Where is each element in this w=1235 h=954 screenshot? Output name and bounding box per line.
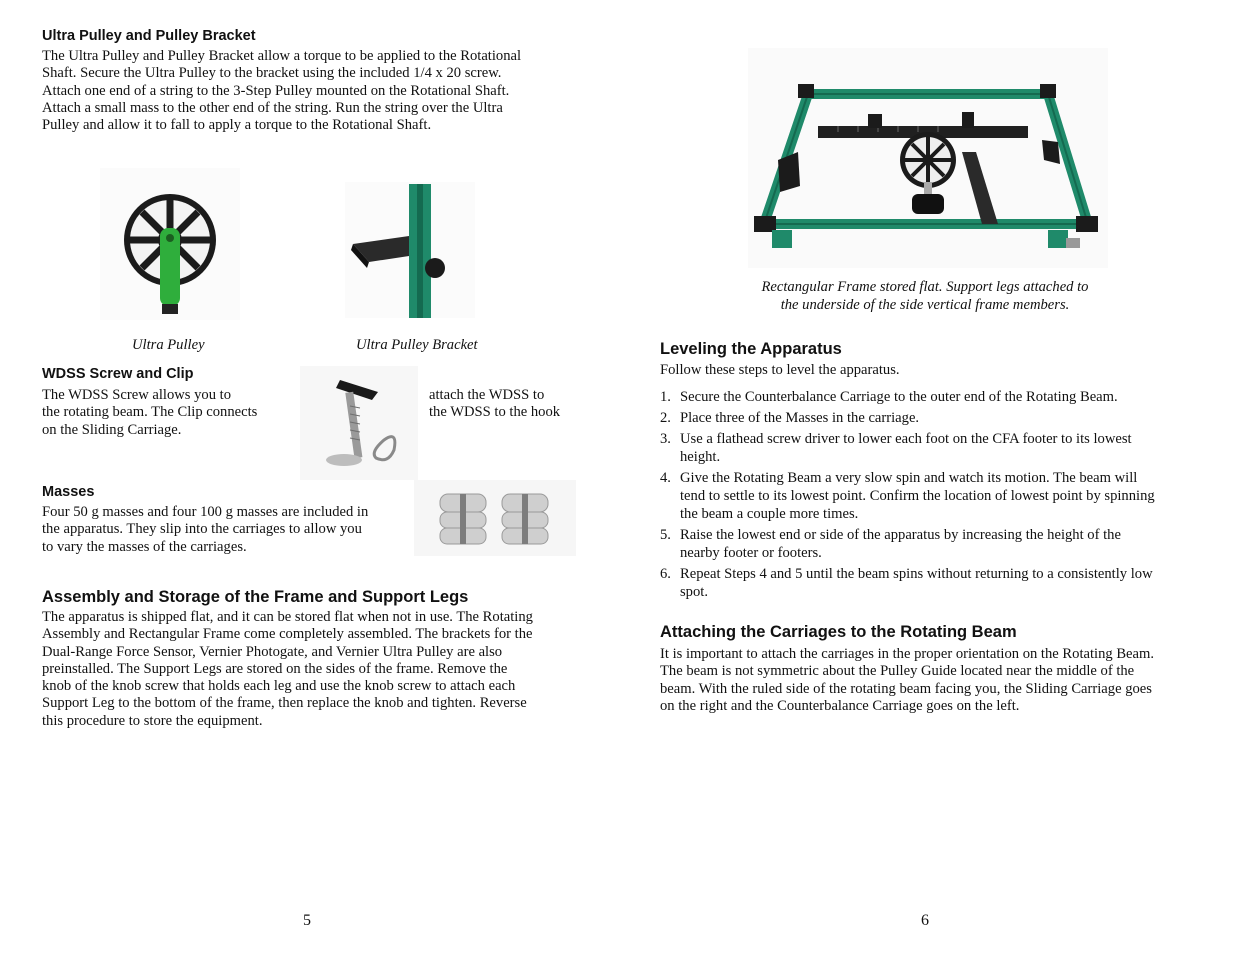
text-line: the rotating beam. The Clip connects bbox=[42, 404, 258, 421]
ultra-pulley-image bbox=[100, 168, 240, 320]
rectangular-frame-image bbox=[748, 48, 1108, 268]
text-line: attach the WDSS to bbox=[429, 387, 545, 403]
text-line: knob of the knob screw that holds each leg and use the knob screw to attach each bbox=[42, 678, 516, 695]
text-line: Repeat Steps 4 and 5 until the beam spins without returning to a consistently low bbox=[680, 566, 1153, 582]
text-line: the apparatus. They slip into the carriages to allow you bbox=[42, 521, 362, 538]
text-line: The WDSS Screw allows you to bbox=[42, 387, 232, 403]
text-line: Attach one end of a string to the 3-Step Pulley mounted on the Rotational Shaft. bbox=[42, 82, 510, 99]
text-line: beam. With the ruled side of the rotating beam facing you, the Sliding Carriage goes bbox=[660, 680, 1152, 697]
text-line: Secure the Counterbalance Carriage to the outer end of the Rotating Beam. bbox=[680, 389, 1118, 405]
text-line: this procedure to store the equipment. bbox=[42, 712, 263, 729]
caption-line: the underside of the side vertical frame members. bbox=[780, 297, 1070, 313]
text-line: nearby footer or footers. bbox=[680, 545, 822, 561]
page-number-right: 6 bbox=[921, 912, 929, 929]
ultra-pulley-heading: Ultra Pulley and Pulley Bracket bbox=[42, 28, 256, 44]
step-number: 5. bbox=[660, 527, 671, 543]
text-line: Pulley and allow it to fall to apply a torque to the Rotational Shaft. bbox=[42, 117, 432, 134]
list-item bbox=[660, 388, 1200, 406]
list-item bbox=[660, 409, 1200, 427]
masses-image bbox=[414, 480, 576, 556]
list-item bbox=[660, 565, 1200, 601]
text-line: Use a flathead screw driver to lower each foot on the CFA footer to its lowest bbox=[680, 431, 1132, 447]
text-line: tend to settle to its lowest point. Confirm the location of lowest point by spinning bbox=[680, 488, 1155, 504]
assembly-heading: Assembly and Storage of the Frame and Support Legs bbox=[42, 588, 469, 606]
wdss-text-right bbox=[429, 387, 579, 422]
text-line: Place three of the Masses in the carriage. bbox=[680, 410, 920, 426]
step-number: 6. bbox=[660, 566, 671, 582]
text-line: spot. bbox=[680, 584, 708, 600]
text-line: preinstalled. The Support Legs are stored on the sides of the frame. Remove the bbox=[42, 660, 508, 677]
step-number: 2. bbox=[660, 410, 671, 426]
text-line: The apparatus is shipped flat, and it can be stored flat when not in use. The Rotating bbox=[42, 609, 533, 625]
caption-line: Rectangular Frame stored flat. Support legs attached to bbox=[761, 279, 1089, 295]
caption-ultra-pulley: Ultra Pulley bbox=[132, 337, 205, 353]
text-line: Support Leg to the bottom of the frame, then replace the knob and tighten. Reverse bbox=[42, 695, 527, 712]
masses-heading: Masses bbox=[42, 484, 95, 500]
masses-text bbox=[42, 504, 412, 556]
text-line: The Ultra Pulley and Pulley Bracket allow a torque to be applied to the Rotational bbox=[42, 48, 522, 64]
text-line: It is important to attach the carriages in the proper orientation on the Rotating Beam. bbox=[660, 646, 1155, 662]
caption-ultra-pulley-bracket: Ultra Pulley Bracket bbox=[356, 337, 478, 353]
leveling-intro: Follow these steps to level the apparatus. bbox=[660, 362, 900, 378]
ultra-pulley-text bbox=[42, 48, 582, 134]
text-line: Raise the lowest end or side of the apparatus by increasing the height of the bbox=[680, 527, 1121, 543]
text-line: the beam a couple more times. bbox=[680, 506, 859, 522]
step-number: 3. bbox=[660, 431, 671, 447]
list-item bbox=[660, 430, 1200, 466]
text-line: Attach a small mass to the other end of the string. Run the string over the Ultra bbox=[42, 99, 503, 116]
wdss-text-left bbox=[42, 387, 292, 439]
text-line: Assembly and Rectangular Frame come completely assembled. The brackets for the bbox=[42, 626, 533, 643]
text-line: Dual-Range Force Sensor, Vernier Photogate, and Vernier Ultra Pulley are also bbox=[42, 643, 503, 660]
text-line: on the Sliding Carriage. bbox=[42, 421, 182, 438]
list-item bbox=[660, 526, 1200, 562]
assembly-text bbox=[42, 609, 602, 730]
step-number: 4. bbox=[660, 470, 671, 486]
leveling-heading: Leveling the Apparatus bbox=[660, 340, 842, 358]
page-number-left: 5 bbox=[303, 912, 311, 929]
attaching-text bbox=[660, 646, 1220, 715]
frame-caption bbox=[660, 278, 1190, 314]
text-line: Four 50 g masses and four 100 g masses are included in bbox=[42, 504, 369, 520]
wdss-heading: WDSS Screw and Clip bbox=[42, 366, 194, 382]
ultra-pulley-bracket-image bbox=[345, 182, 475, 318]
text-line: The beam is not symmetric about the Pulley Guide located near the middle of the bbox=[660, 663, 1135, 680]
text-line: to vary the masses of the carriages. bbox=[42, 538, 247, 555]
leveling-steps bbox=[660, 388, 1200, 604]
text-line: on the right and the Counterbalance Carriage goes on the left. bbox=[660, 697, 1020, 714]
text-line: Give the Rotating Beam a very slow spin and watch its motion. The beam will bbox=[680, 470, 1138, 486]
text-line: height. bbox=[680, 449, 721, 465]
attaching-heading: Attaching the Carriages to the Rotating Beam bbox=[660, 623, 1017, 641]
step-number: 1. bbox=[660, 389, 671, 405]
text-line: the WDSS to the hook bbox=[429, 404, 561, 421]
wdss-screw-clip-image bbox=[300, 366, 418, 480]
list-item bbox=[660, 469, 1200, 523]
text-line: Shaft. Secure the Ultra Pulley to the bracket using the included 1/4 x 20 screw. bbox=[42, 65, 502, 82]
